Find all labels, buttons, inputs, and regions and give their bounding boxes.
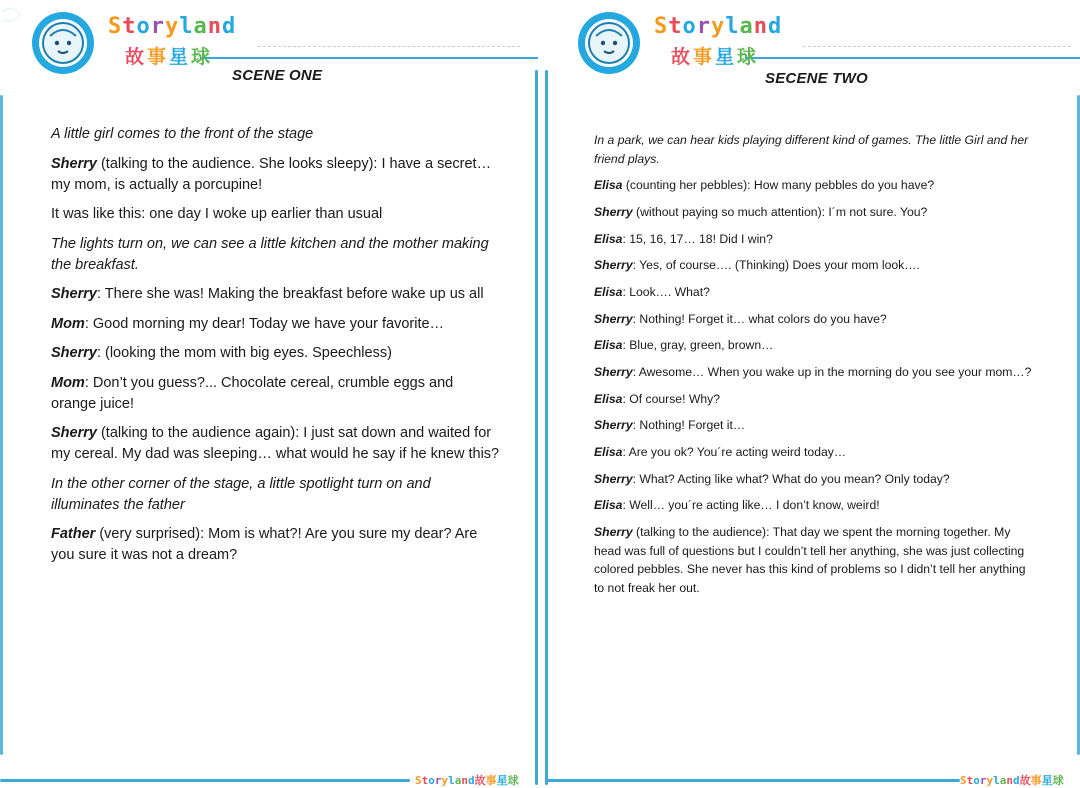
dialogue-line xyxy=(51,343,501,364)
dialogue-line xyxy=(594,283,1039,302)
line-text: (without paying so much attention): I´m not sure. You? xyxy=(632,204,928,219)
dialogue-line xyxy=(594,443,1039,462)
dialogue-line xyxy=(594,496,1039,515)
header-rule xyxy=(745,57,1080,59)
speaker-name: Elisa xyxy=(594,498,623,513)
speaker-name: Sherry xyxy=(594,258,633,273)
astronaut-logo-icon xyxy=(30,10,96,76)
stage-direction xyxy=(51,124,501,145)
line-text: : Awesome… When you wake up in the morning do you see your mom…? xyxy=(632,365,1032,379)
line-text: A little girl comes to the front of the stage xyxy=(51,126,314,142)
line-text: : Of course! Why? xyxy=(622,391,720,406)
line-text: : Blue, gray, green, brown… xyxy=(622,338,774,353)
stage-direction xyxy=(51,474,501,516)
speaker-name: Elisa xyxy=(594,284,623,299)
brand-name: Storyland xyxy=(108,14,237,39)
stage-direction xyxy=(51,204,501,225)
header-rule xyxy=(200,57,538,59)
dialogue-line xyxy=(51,284,501,305)
dialogue-line xyxy=(594,256,1039,275)
line-text: : 15, 16, 17… 18! Did I win? xyxy=(622,231,773,246)
line-text: : (looking the mom with big eyes. Speechless) xyxy=(96,345,392,361)
line-text: : Well… you´re acting like… I don’t know, weird! xyxy=(622,498,880,513)
speaker-name: Sherry xyxy=(594,311,633,326)
scene-title: SCENE ONE xyxy=(232,67,323,84)
dialogue-line xyxy=(594,363,1039,382)
doodle-decoration xyxy=(0,0,30,60)
dialogue-line xyxy=(51,314,501,335)
line-text: (talking to the audience): That day we spent the morning together. My head was full of questions but I couldn’t tell her anything, she was just collecting colored pebbles. She never has this kind of problems so I didn’t tell her anything to not freak her out. xyxy=(594,525,1026,595)
speaker-name: Sherry xyxy=(51,425,97,441)
speaker-name: Elisa xyxy=(594,391,623,406)
script-text xyxy=(51,124,501,575)
script-page-scene-two xyxy=(545,0,1080,788)
dialogue-line xyxy=(594,390,1039,409)
speaker-name: Sherry xyxy=(594,471,633,486)
line-text: (talking to the audience again): I just sat down and waited for my cereal. My dad was sleeping… what would he say if he knew this? xyxy=(51,425,500,462)
line-text: : Don’t you guess?... Chocolate cereal, crumble eggs and orange juice! xyxy=(51,374,454,412)
dialogue-line xyxy=(594,470,1039,489)
speaker-name: Sherry xyxy=(594,418,633,433)
dialogue-line xyxy=(594,310,1039,329)
speaker-name: Sherry xyxy=(594,525,633,540)
line-text: : Yes, of course…. (Thinking) Does your mom look…. xyxy=(632,258,920,273)
dialogue-line xyxy=(594,416,1039,435)
line-text: : Nothing! Forget it… what colors do you have? xyxy=(632,311,887,326)
speaker-name: Father xyxy=(51,526,96,542)
dialogue-line xyxy=(594,336,1039,355)
footer-rule xyxy=(0,779,410,782)
line-text: : What? Acting like what? What do you mean? Only today? xyxy=(632,471,950,486)
line-text: : Good morning my dear! Today we have your favorite… xyxy=(84,315,445,332)
dialogue-line xyxy=(51,154,501,196)
line-text: : Look…. What? xyxy=(622,284,710,299)
brand-name-chinese: 故事星球 xyxy=(125,46,214,68)
stage-direction xyxy=(51,234,501,276)
line-text: : There she was! Making the breakfast before wake up us all xyxy=(96,286,484,302)
dialogue-line xyxy=(594,176,1039,195)
scene-title: SECENE TWO xyxy=(765,70,868,87)
speaker-name: Sherry xyxy=(594,365,633,379)
line-text: (very surprised): Mom is what?! Are you sure my dear? Are you sure it was not a dream? xyxy=(51,526,478,563)
dialogue-line xyxy=(594,523,1039,597)
speaker-name: Elisa xyxy=(594,231,623,246)
header-dashed-rule xyxy=(258,46,520,47)
speaker-name: Elisa xyxy=(594,338,623,353)
line-text: : Are you ok? You´re acting weird today… xyxy=(622,445,847,460)
speaker-name: Sherry xyxy=(594,204,633,219)
dialogue-line xyxy=(51,524,501,566)
script-page-scene-one xyxy=(0,0,538,788)
page-border-left xyxy=(0,95,3,755)
footer-brand: Storyland故事星球 xyxy=(960,774,1064,787)
line-text: : Nothing! Forget it… xyxy=(632,418,746,433)
footer-brand: Storyland故事星球 xyxy=(415,774,519,787)
speaker-name: Elisa xyxy=(594,445,623,460)
line-text: In a park, we can hear kids playing different kind of games. The little Girl and her friend plays. xyxy=(594,133,1029,166)
speaker-name: Sherry xyxy=(51,155,97,172)
astronaut-logo-icon xyxy=(576,10,642,76)
brand-name-chinese: 故事星球 xyxy=(671,46,760,68)
line-text: (counting her pebbles): How many pebbles do you have? xyxy=(622,178,935,193)
dialogue-line xyxy=(594,203,1039,222)
speaker-name: Sherry xyxy=(51,286,97,302)
speaker-name: Mom xyxy=(51,315,85,332)
dialogue-line xyxy=(51,423,501,465)
brand-name: Storyland xyxy=(654,14,783,39)
line-text: It was like this: one day I woke up earlier than usual xyxy=(51,206,383,222)
dialogue-line xyxy=(594,230,1039,249)
speaker-name: Elisa xyxy=(594,178,623,193)
stage-direction xyxy=(594,131,1039,168)
line-text: The lights turn on, we can see a little kitchen and the mother making the breakfast. xyxy=(51,235,489,273)
footer-rule xyxy=(545,779,960,782)
header-dashed-rule xyxy=(803,46,1071,47)
line-text: In the other corner of the stage, a little spotlight turn on and illuminates the father xyxy=(51,475,431,513)
line-text: (talking to the audience. She looks sleepy): I have a secret… my mom, is actually a porcupine! xyxy=(51,155,492,193)
speaker-name: Sherry xyxy=(51,345,97,361)
page-border-left xyxy=(545,70,548,785)
script-text xyxy=(594,131,1039,605)
dialogue-line xyxy=(51,373,501,415)
page-border-right xyxy=(535,70,538,785)
speaker-name: Mom xyxy=(51,374,85,391)
